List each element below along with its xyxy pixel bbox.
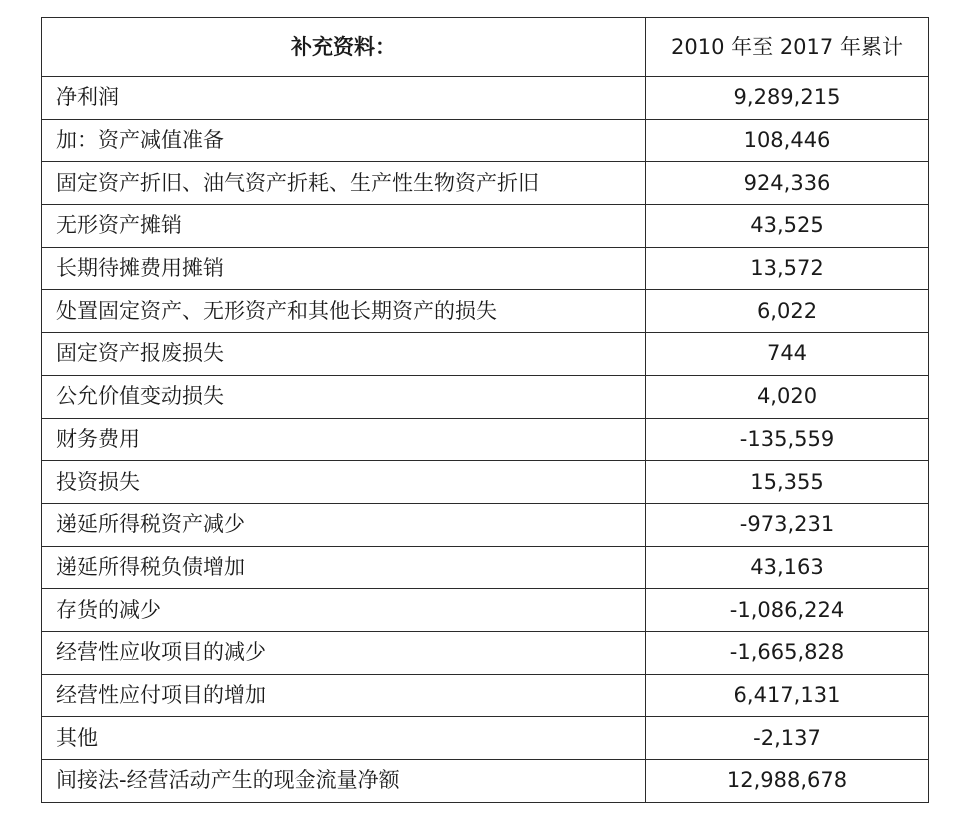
row-item: 固定资产折旧、油气资产折耗、生产性生物资产折旧 <box>42 162 646 205</box>
row-value: 108,446 <box>646 119 929 162</box>
row-value: 13,572 <box>646 247 929 290</box>
row-value: 6,417,131 <box>646 674 929 717</box>
row-item: 财务费用 <box>42 418 646 461</box>
row-item: 存货的减少 <box>42 589 646 632</box>
row-value: -1,086,224 <box>646 589 929 632</box>
table-header-row <box>42 18 929 77</box>
table-row <box>42 333 929 376</box>
table-row <box>42 247 929 290</box>
table-row <box>42 162 929 205</box>
row-item: 递延所得税资产减少 <box>42 503 646 546</box>
row-value: -973,231 <box>646 503 929 546</box>
table-row <box>42 674 929 717</box>
row-value: 744 <box>646 333 929 376</box>
table-row <box>42 503 929 546</box>
row-value: 9,289,215 <box>646 77 929 120</box>
row-item: 公允价值变动损失 <box>42 375 646 418</box>
table-row <box>42 546 929 589</box>
row-item: 投资损失 <box>42 461 646 504</box>
row-value: -135,559 <box>646 418 929 461</box>
row-item: 长期待摊费用摊销 <box>42 247 646 290</box>
row-value: 15,355 <box>646 461 929 504</box>
table-row <box>42 290 929 333</box>
table-row <box>42 205 929 248</box>
supplementary-cash-flow-table <box>41 17 929 803</box>
row-value: -1,665,828 <box>646 631 929 674</box>
table-row <box>42 375 929 418</box>
row-item: 处置固定资产、无形资产和其他长期资产的损失 <box>42 290 646 333</box>
row-item: 加：资产减值准备 <box>42 119 646 162</box>
row-value: 924,336 <box>646 162 929 205</box>
table-row <box>42 77 929 120</box>
row-item: 固定资产报废损失 <box>42 333 646 376</box>
row-item: 递延所得税负债增加 <box>42 546 646 589</box>
table-row <box>42 760 929 803</box>
row-item: 间接法-经营活动产生的现金流量净额 <box>42 760 646 803</box>
row-value: -2,137 <box>646 717 929 760</box>
header-value: 2010 年至 2017 年累计 <box>646 18 929 77</box>
table-row <box>42 631 929 674</box>
row-item: 经营性应收项目的减少 <box>42 631 646 674</box>
row-value: 4,020 <box>646 375 929 418</box>
row-value: 43,163 <box>646 546 929 589</box>
row-item: 无形资产摊销 <box>42 205 646 248</box>
row-value: 12,988,678 <box>646 760 929 803</box>
header-item: 补充资料： <box>42 18 646 77</box>
row-value: 6,022 <box>646 290 929 333</box>
row-item: 其他 <box>42 717 646 760</box>
row-item: 经营性应付项目的增加 <box>42 674 646 717</box>
row-item: 净利润 <box>42 77 646 120</box>
table-row <box>42 589 929 632</box>
table-row <box>42 418 929 461</box>
row-value: 43,525 <box>646 205 929 248</box>
table-row <box>42 461 929 504</box>
table-row <box>42 717 929 760</box>
table-row <box>42 119 929 162</box>
